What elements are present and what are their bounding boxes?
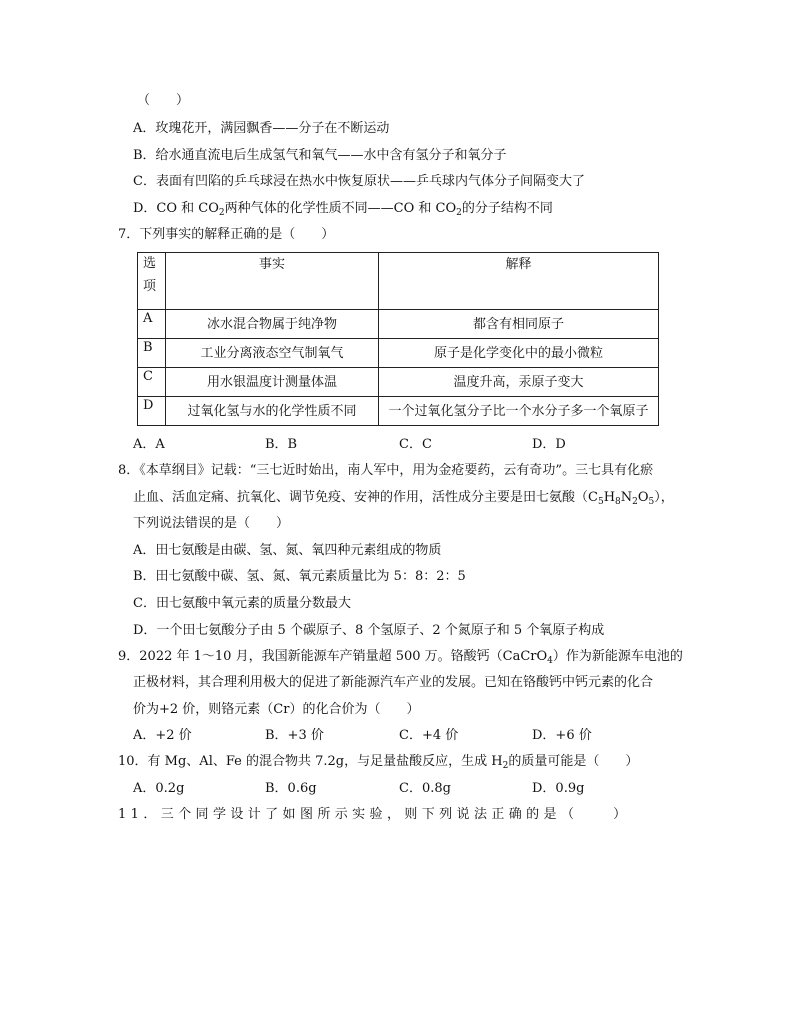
q9-line-2: 正极材料，其合理利用极大的促进了新能源汽车产业的发展。已知在铬酸钙中钙元素的化合 (133, 675, 654, 690)
q6-d-text2: 两种气体的化学性质不同——CO 和 CO (224, 201, 457, 216)
q7-row-b-opt: B (138, 339, 166, 368)
q9-line-1 (118, 648, 683, 666)
q8-line-1: 8．《本草纲目》记载：“三七近时始出，南人军中，用为金疮要药，云有奇功”。三七具有化瘀 (118, 463, 654, 478)
q7-row-c-opt: C (138, 368, 166, 397)
q7-header-explanation: 解释 (379, 253, 659, 310)
q6-option-a: A．玫瑰花开，满园飘香——分子在不断运动 (133, 121, 390, 136)
q8-line-3: 下列说法错误的是（ ） (133, 516, 290, 531)
q7-stem: 7．下列事实的解释正确的是（ ） (118, 227, 335, 242)
q10-answer-a: A．0.2g (133, 781, 185, 796)
q8-formula-h-count: 8 (615, 497, 621, 507)
q6-option-b: B．给水通直流电后生成氢气和氧气——水中含有氢分子和氧分子 (133, 148, 507, 163)
q7-row-d-opt: D (138, 397, 166, 426)
q9-line-3: 价为+2 价，则铬元素（Cr）的化合价为（ ） (133, 702, 420, 717)
q7-row-c-fact: 用水银温度计测量体温 (166, 368, 379, 397)
q10-answer-d: D．0.9g (532, 781, 585, 796)
q8-formula-h: H (603, 490, 616, 505)
q6-option-c: C．表面有凹陷的乒乓球浸在热水中恢复原状——乒乓球内气体分子间隔变大了 (133, 174, 585, 189)
q7-row-a-exp: 都含有相同原子 (379, 310, 659, 339)
q8-option-c: C．田七氨酸中氧元素的质量分数最大 (133, 596, 351, 611)
q10-answer-c: C．0.8g (399, 781, 451, 796)
q10-stem-end: 的质量可能是（ ） (508, 754, 639, 769)
q10-formula-sub: 2 (502, 761, 509, 771)
q8-formula-o: O (637, 490, 649, 505)
q8-option-b: B．田七氨酸中碳、氢、氮、氧元素质量比为 5：8：2：5 (133, 569, 466, 584)
q7-answer-c: C．C (399, 437, 432, 452)
q7-table (137, 252, 659, 426)
q7-row-a-fact: 冰水混合物属于纯净物 (166, 310, 379, 339)
q8-formula-n-count: 2 (632, 497, 638, 507)
q10-answer-b: B．0.6g (265, 781, 317, 796)
q7-header-fact: 事实 (166, 253, 379, 310)
q8-line-2-text: 止血、活血定痛、抗氧化、调节免疫、安神的作用，活性成分主要是田七氨酸（C (133, 490, 598, 505)
q10-stem (118, 753, 638, 771)
q8-formula-c-count: 5 (597, 497, 604, 507)
q9-answer-a: A．+2 价 (133, 728, 192, 743)
q6-option-d (133, 200, 553, 218)
q7-row-b-fact: 工业分离液态空气制氧气 (166, 339, 379, 368)
q11-stem: 11．三个同学设计了如图所示实验，则下列说法正确的是（ ） (118, 807, 631, 822)
q7-row-b-exp: 原子是化学变化中的最小微粒 (379, 339, 659, 368)
q7-row-d-exp: 一个过氧化氢分子比一个水分子多一个氧原子 (379, 397, 659, 426)
q7-answer-d: D．D (532, 437, 566, 452)
q8-line-2 (133, 489, 674, 507)
q7-row-d-fact: 过氧化氢与水的化学性质不同 (166, 397, 379, 426)
q8-formula-n: N (620, 490, 633, 505)
q7-answer-b: B．B (265, 437, 298, 452)
q9-line-1-text: 9．2022 年 1～10 月，我国新能源车产销量超 500 万。铬酸钙（CaCrO (118, 649, 548, 664)
q9-formula-sub: 4 (547, 656, 553, 666)
q9-line-1-end: ）作为新能源车电池的 (552, 649, 683, 664)
q8-option-a: A．田七氨酸是由碳、氢、氮、氧四种元素组成的物质 (133, 543, 442, 558)
q7-answer-a: A．A (133, 437, 165, 452)
q9-answer-b: B．+3 价 (265, 728, 324, 743)
q6-d-text1: D．CO 和 CO (133, 201, 219, 216)
q7-header-option-1: 选 (143, 256, 157, 271)
q8-formula-o-count: 5 (648, 497, 655, 507)
q6-blank: （ ） (137, 93, 190, 108)
q6-d-text3: 的分子结构不同 (461, 201, 553, 216)
q9-answer-c: C．+4 价 (399, 728, 459, 743)
q8-option-d: D．一个田七氨酸分子由 5 个碳原子、8 个氢原子、2 个氮原子和 5 个氧原子构成 (133, 623, 605, 638)
q10-stem-text: 10．有 Mg、Al、Fe 的混合物共 7.2g，与足量盐酸反应，生成 H (118, 754, 503, 769)
q7-header-option-2: 项 (143, 279, 157, 294)
q7-row-a-opt: A (138, 310, 166, 339)
q7-header-option (138, 253, 166, 310)
q9-answer-d: D．+6 价 (532, 728, 592, 743)
q7-row-c-exp: 温度升高，汞原子变大 (379, 368, 659, 397)
q6-d-sub1: 2 (218, 208, 225, 218)
q8-line-2-end: ）， (654, 490, 674, 505)
q6-d-sub2: 2 (456, 208, 462, 218)
